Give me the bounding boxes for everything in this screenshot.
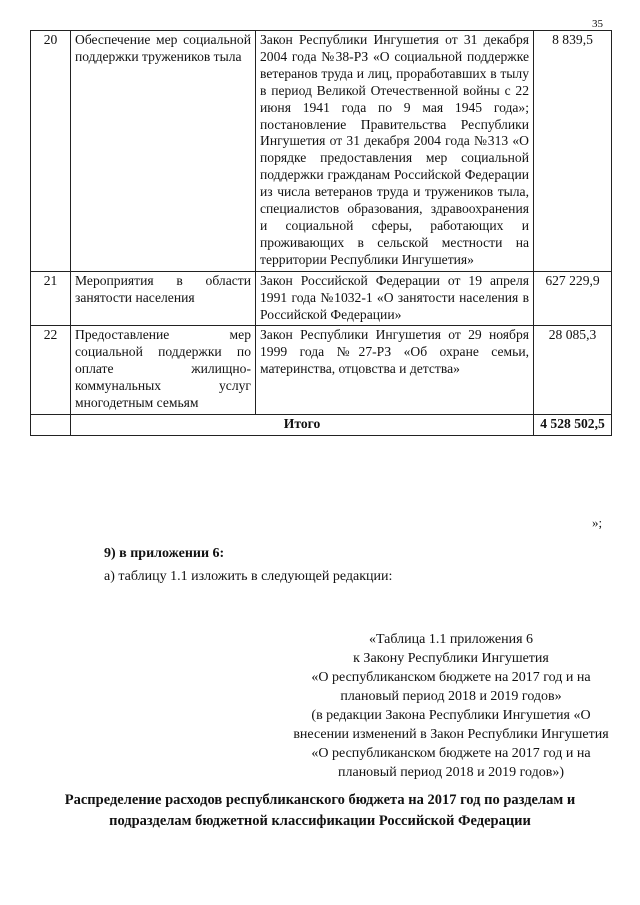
legal-basis: Закон Российской Федерации от 19 апреля 1991 года №1032-1 «О занятости населения в Российской Федерации» [256,271,534,326]
caption-line: «О республиканском бюджете на 2017 год и на [311,670,591,685]
caption-line: плановый период 2018 и 2019 годов» [340,689,562,704]
amendment-text: а) таблицу 1.1 изложить в следующей редакции: [104,569,393,584]
table-row [31,326,612,415]
amount: 627 229,9 [534,271,612,326]
total-value: 4 528 502,5 [534,414,612,435]
section-title: Распределение расходов республиканского бюджета на 2017 год по разделам и подразделам бюджетной классификации Российской Федерации [64,792,576,829]
total-row [31,414,612,435]
row-number: 20 [31,31,71,272]
legal-basis: Закон Республики Ингушетия от 31 декабря 2004 года №38-РЗ «О социальной поддержке ветеранов труда и лиц, проработавших в тылу в период Великой Отечественной войны с 22 июня 1941 года по 9 мая 1945 года»; постановление Правительства Республики Ингушетия от 31 декабря 2004 года №313 «О порядке предоставления мер социальной поддержки гражданам Российской Федерации из числа ветеранов труда и тружеников тыла, специалистов образования, здравоохранения и социальной сферы, работающих и проживающих в сельской местности на территории Республики Ингушетия» [256,31,534,272]
amount: 28 085,3 [534,326,612,415]
row-number: 21 [31,271,71,326]
page-number: 35 [592,18,603,30]
row-number: 22 [31,326,71,415]
table-row [31,31,612,272]
table-row [31,271,612,326]
legal-basis: Закон Республики Ингушетия от 29 ноября 1999 года №27-РЗ «Об охране семьи, материнства, отцовства и детства» [256,326,534,415]
amendment-heading: 9) в приложении 6: [104,546,225,561]
measure-name: Предоставление мер социальной поддержки по оплате жилищно-коммунальных услуг многодетным семьям [71,326,256,415]
measure-name: Мероприятия в области занятости населения [71,271,256,326]
caption-line: внесении изменений в Закон Республики Ингушетия [293,727,609,742]
empty-cell [31,414,71,435]
budget-measures-table [30,30,612,436]
caption-line: «Таблица 1.1 приложения 6 [368,632,534,647]
caption-line: плановый период 2018 и 2019 годов») [338,765,564,780]
table-caption [270,630,632,782]
caption-line: «О республиканском бюджете на 2017 год и на [311,746,591,761]
total-label: Итого [71,414,534,435]
measure-name: Обеспечение мер социальной поддержки тружеников тыла [71,31,256,272]
caption-line: к Закону Республики Ингушетия [353,651,549,666]
caption-line: (в редакции Закона Республики Ингушетия «О [311,708,591,723]
amount: 8 839,5 [534,31,612,272]
closing-quote: »; [592,515,603,530]
